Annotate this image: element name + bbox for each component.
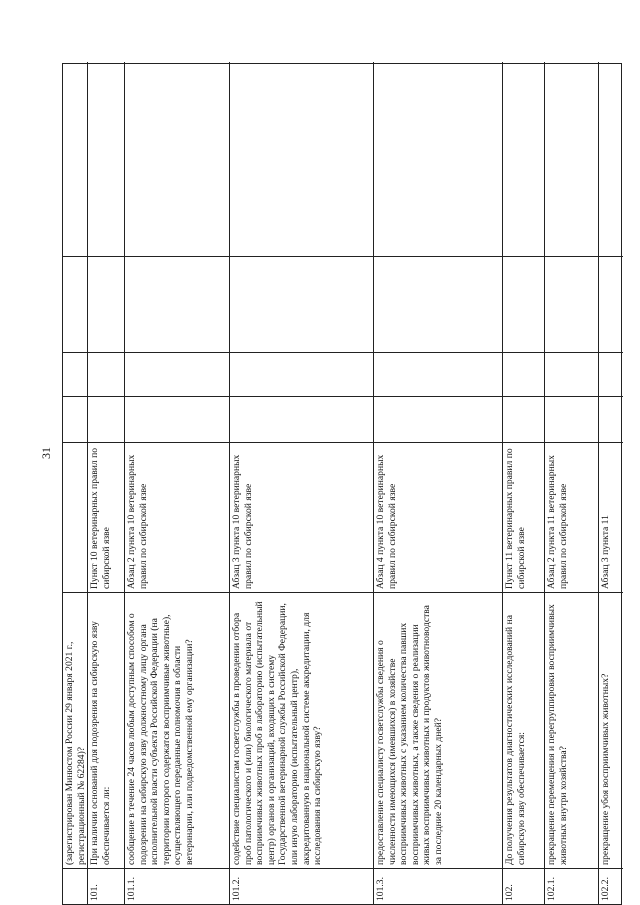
table-row (230, 62, 374, 904)
empty-cell (545, 256, 598, 352)
legal-reference: Пункт 10 ветеринарных правил по сибирской язве (88, 442, 124, 592)
question-text: прекращение перемещения и перегруппировки восприимчивых животных внутри хозяйства? (545, 592, 598, 868)
table-row (63, 62, 88, 904)
page-number (40, 447, 52, 459)
legal-reference: Абзац 3 пункта 10 ветеринарных правил по сибирской язве (230, 442, 373, 592)
row-number: 101.2. (230, 868, 373, 904)
empty-cell (503, 352, 544, 396)
row-number (63, 868, 87, 904)
table-row (88, 62, 125, 904)
empty-cell (63, 352, 87, 396)
empty-cell (230, 256, 373, 352)
empty-cell (503, 396, 544, 442)
legal-reference: Абзац 2 пункта 11 ветеринарных правил по сибирской язве (545, 442, 598, 592)
table-row (599, 62, 623, 904)
empty-cell (125, 352, 229, 396)
table-row (125, 62, 230, 904)
question-text: содействие специалистам госветслужбы в проведении отбора проб патологического и (или) биологического материала от восприимчивых животных проб в лабораторию (испытательный центр) органов и организаций, входящих в систему Государственной ветеринарной службы Российской Федерации, или иную лабораторию (испытательный центр), аккредитованную в национальной системе аккредитации, для исследования на сибирскую язву? (230, 592, 373, 868)
empty-cell (545, 396, 598, 442)
question-text: (зарегистрирован Минюстом России 29 января 2021 г., регистрационный № 62284)? (63, 592, 87, 868)
table-row (503, 62, 545, 904)
empty-cell (503, 256, 544, 352)
row-number: 101.1. (125, 868, 229, 904)
empty-cell (125, 256, 229, 352)
checklist-table (62, 63, 622, 905)
empty-cell (230, 396, 373, 442)
empty-cell (374, 396, 502, 442)
row-number: 101.3. (374, 868, 502, 904)
empty-cell (599, 352, 623, 396)
legal-reference: Абзац 2 пункта 10 ветеринарных правил по сибирской язве (125, 442, 229, 592)
empty-cell (599, 62, 623, 256)
empty-cell (230, 352, 373, 396)
empty-cell (63, 396, 87, 442)
page-number-text: 31 (39, 447, 53, 459)
legal-reference: Абзац 3 пункта 11 (599, 442, 623, 592)
question-text: До получения результатов диагностических исследований на сибирскую язву обеспечивается: (503, 592, 544, 868)
question-text: При наличии оснований для подозрения на сибирскую язву обеспечивается ли: (88, 592, 124, 868)
empty-cell (374, 256, 502, 352)
empty-cell (545, 62, 598, 256)
legal-reference: Абзац 4 пункта 10 ветеринарных правил по сибирской язве (374, 442, 502, 592)
row-number: 102.2. (599, 868, 623, 904)
empty-cell (125, 62, 229, 256)
empty-cell (503, 62, 544, 256)
empty-cell (63, 256, 87, 352)
empty-cell (374, 62, 502, 256)
empty-cell (88, 62, 124, 256)
empty-cell (230, 62, 373, 256)
question-text: предоставление специалисту госветслужбы сведения о численности имеющихся (имевшихся) в хозяйстве восприимчивых животных с указанием количества павших восприимчивых животных, а также сведения о реализации живых восприимчивых животных и продуктов животноводства за последние 20 календарных дней? (374, 592, 502, 868)
empty-cell (88, 396, 124, 442)
legal-reference (63, 442, 87, 592)
question-text: прекращение убоя восприимчивых животных? (599, 592, 623, 868)
empty-cell (88, 256, 124, 352)
empty-cell (125, 396, 229, 442)
table-row (374, 62, 503, 904)
empty-cell (599, 396, 623, 442)
row-number: 102. (503, 868, 544, 904)
empty-cell (599, 256, 623, 352)
row-number: 101. (88, 868, 124, 904)
empty-cell (63, 62, 87, 256)
row-number: 102.1. (545, 868, 598, 904)
legal-reference: Пункт 11 ветеринарных правил по сибирской язве (503, 442, 544, 592)
empty-cell (374, 352, 502, 396)
question-text: сообщение в течение 24 часов любым доступным способом о подозрении на сибирскую язву должностному лицу органа исполнительной власти субъекта Российской Федерации (на территории которого содержатся восприимчивые животные), осуществляющего переданные полномочия в области ветеринарии, или подведомственной ему организации? (125, 592, 229, 868)
table-row (545, 62, 599, 904)
empty-cell (545, 352, 598, 396)
empty-cell (88, 352, 124, 396)
